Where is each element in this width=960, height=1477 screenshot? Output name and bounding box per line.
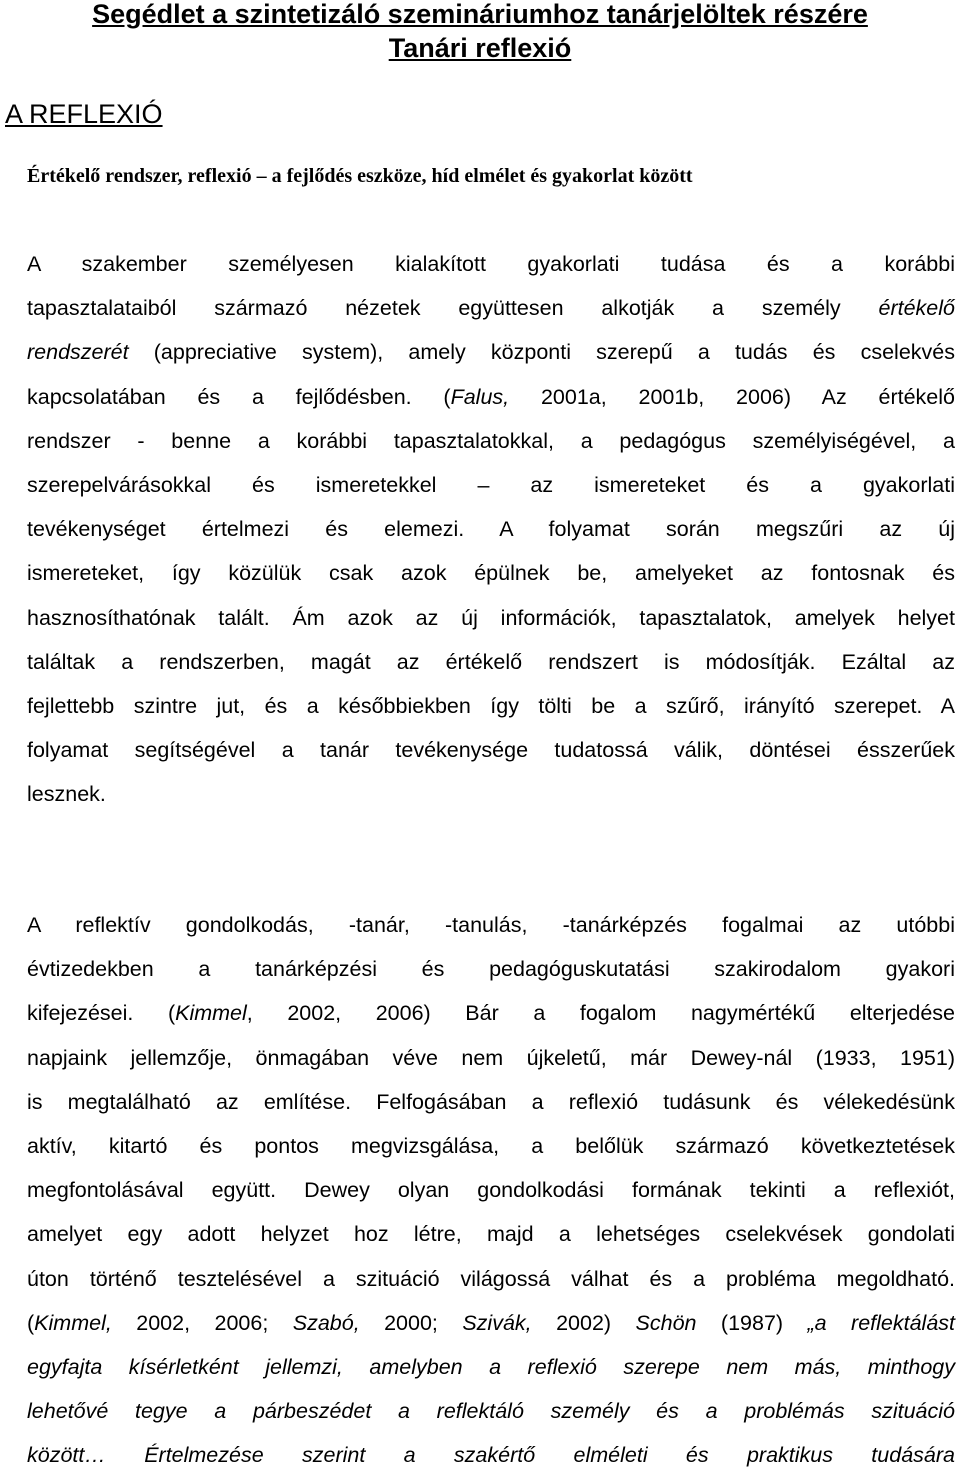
italic-segment: Schön — [635, 1310, 697, 1335]
text-line — [27, 1036, 955, 1080]
text-segment: 2001a, 2001b, 2006) Az értékelő — [509, 384, 955, 409]
text-segment: úton történő tesztelésével a szituáció világossá válhat és a probléma megoldható. — [27, 1266, 955, 1291]
text-segment: kapcsolatában és a fejlődésben. ( — [27, 384, 451, 409]
text-segment: (appreciative system), amely központi szerepű a tudás és cselekvés — [128, 340, 955, 365]
text-segment: ( — [27, 1310, 35, 1335]
text-segment: tapasztalataiból származó nézetek együttesen alkotják a személy — [27, 296, 879, 321]
text-segment: szerepelvárásokkal és ismeretekkel – az ismereteket és a gyakorlati — [27, 472, 955, 497]
italic-segment: értékelő — [878, 296, 955, 321]
text-segment: 2002) — [531, 1310, 636, 1335]
text-segment: 2000; — [359, 1310, 463, 1335]
italic-segment: Kimmel, — [34, 1310, 112, 1335]
text-line — [27, 947, 955, 991]
italic-segment: Szabó, — [292, 1310, 360, 1335]
italic-segment: között… — [27, 1443, 145, 1468]
text-segment: évtizedekben a tanárképzési és pedagóguskutatási szakirodalom gyakori — [27, 957, 955, 982]
text-line — [27, 1168, 955, 1212]
text-segment: találtak a rendszerben, magát az értékelő rendszert is módosítják. Ezáltal az — [27, 649, 955, 674]
text-segment: aktív, kitartó és pontos megvizsgálása, a belőlük származó következtetések — [27, 1133, 955, 1158]
text-segment: napjaink jellemzője, önmagában véve nem újkeletű, már Dewey-nál (1933, 1951) — [27, 1045, 955, 1070]
text-line — [27, 1080, 955, 1124]
text-line — [27, 419, 955, 463]
text-segment: megfontolásával együtt. Dewey olyan gondolkodási formának tekinti a reflexiót, — [27, 1178, 955, 1203]
text-line — [27, 640, 955, 684]
text-line — [27, 684, 955, 728]
text-segment: tevékenységet értelmezi és elemezi. A folyamat során megszűri az új — [27, 517, 955, 542]
document-title: Segédlet a szintetizáló szemináriumhoz tanárjelöltek részére — [92, 0, 868, 29]
text-line — [27, 1257, 955, 1301]
paragraph-ertekelo-rendszer — [27, 242, 955, 816]
italic-segment: Falus, — [450, 384, 510, 409]
text-segment: fejlettebb szintre jut, és a későbbiekben így tölti be a szűrő, irányító szerepet. A — [27, 693, 955, 718]
italic-segment: Szivák, — [462, 1310, 532, 1335]
italic-segment: „a reflektálást — [807, 1310, 956, 1335]
text-segment: 2002, 2006; — [111, 1310, 293, 1335]
text-line — [27, 772, 955, 816]
text-segment: lesznek. — [27, 782, 106, 807]
text-line — [27, 1389, 955, 1433]
text-segment: (1987) — [696, 1310, 808, 1335]
italic-segment: egyfajta kísérletként jellemzi, amelyben a reflexió szerepe nem más, minthogy — [27, 1354, 955, 1379]
text-line — [27, 375, 955, 419]
text-line — [27, 1301, 955, 1345]
text-segment: hasznosíthatónak talált. Ám azok az új információk, tapasztalatok, amelyek helyet — [27, 605, 955, 630]
text-line — [27, 242, 955, 286]
paragraph-reflektiv-gondolkodas — [27, 903, 955, 1477]
section-heading: A REFLEXIÓ — [5, 99, 163, 129]
text-line — [27, 991, 955, 1035]
text-line — [27, 1345, 955, 1389]
text-line — [27, 903, 955, 947]
text-line — [27, 1212, 955, 1256]
document-subtitle-tanari-reflexio: Tanári reflexió — [388, 33, 572, 63]
text-segment: rendszer - benne a korábbi tapasztalatokkal, a pedagógus személyiségével, a — [27, 428, 955, 453]
text-segment: , 2002, 2006) Bár a fogalom nagymértékű elterjedése — [246, 1001, 955, 1026]
text-segment: ismereteket, így közülük csak azok épülnek be, amelyeket az fontosnak és — [27, 561, 955, 586]
text-segment: A reflektív gondolkodás, -tanár, -tanulás, -tanárképzés fogalmai az utóbbi — [27, 913, 955, 937]
text-segment: is megtalálható az említése. Felfogásában a reflexió tudásunk és vélekedésünk — [27, 1089, 955, 1114]
text-segment: folyamat segítségével a tanár tevékenysége tudatossá válik, döntései ésszerűek — [27, 738, 955, 763]
italic-segment: Értelmezése szerint a szakértő elméleti és praktikus tudására — [144, 1443, 955, 1468]
text-line — [27, 286, 955, 330]
text-line — [27, 596, 955, 640]
text-line — [27, 463, 955, 507]
text-line — [27, 551, 955, 595]
text-line — [27, 728, 955, 772]
text-segment: amelyet egy adott helyzet hoz létre, majd a lehetséges cselekvések gondolati — [27, 1222, 955, 1247]
italic-segment: lehetővé tegye a párbeszédet a reflektáló személy és a problémás szituáció — [27, 1399, 955, 1424]
section-subtitle: Értékelő rendszer, reflexió – a fejlődés eszköze, híd elmélet és gyakorlat között — [27, 165, 693, 187]
text-line — [27, 507, 955, 551]
text-segment: A szakember személyesen kialakított gyakorlati tudása és a korábbi — [27, 252, 955, 276]
italic-segment: rendszerét — [27, 340, 129, 365]
text-segment: kifejezései. ( — [27, 1001, 176, 1026]
italic-segment: Kimmel — [175, 1001, 247, 1026]
text-line — [27, 1433, 955, 1477]
text-line — [27, 330, 955, 374]
text-line — [27, 1124, 955, 1168]
